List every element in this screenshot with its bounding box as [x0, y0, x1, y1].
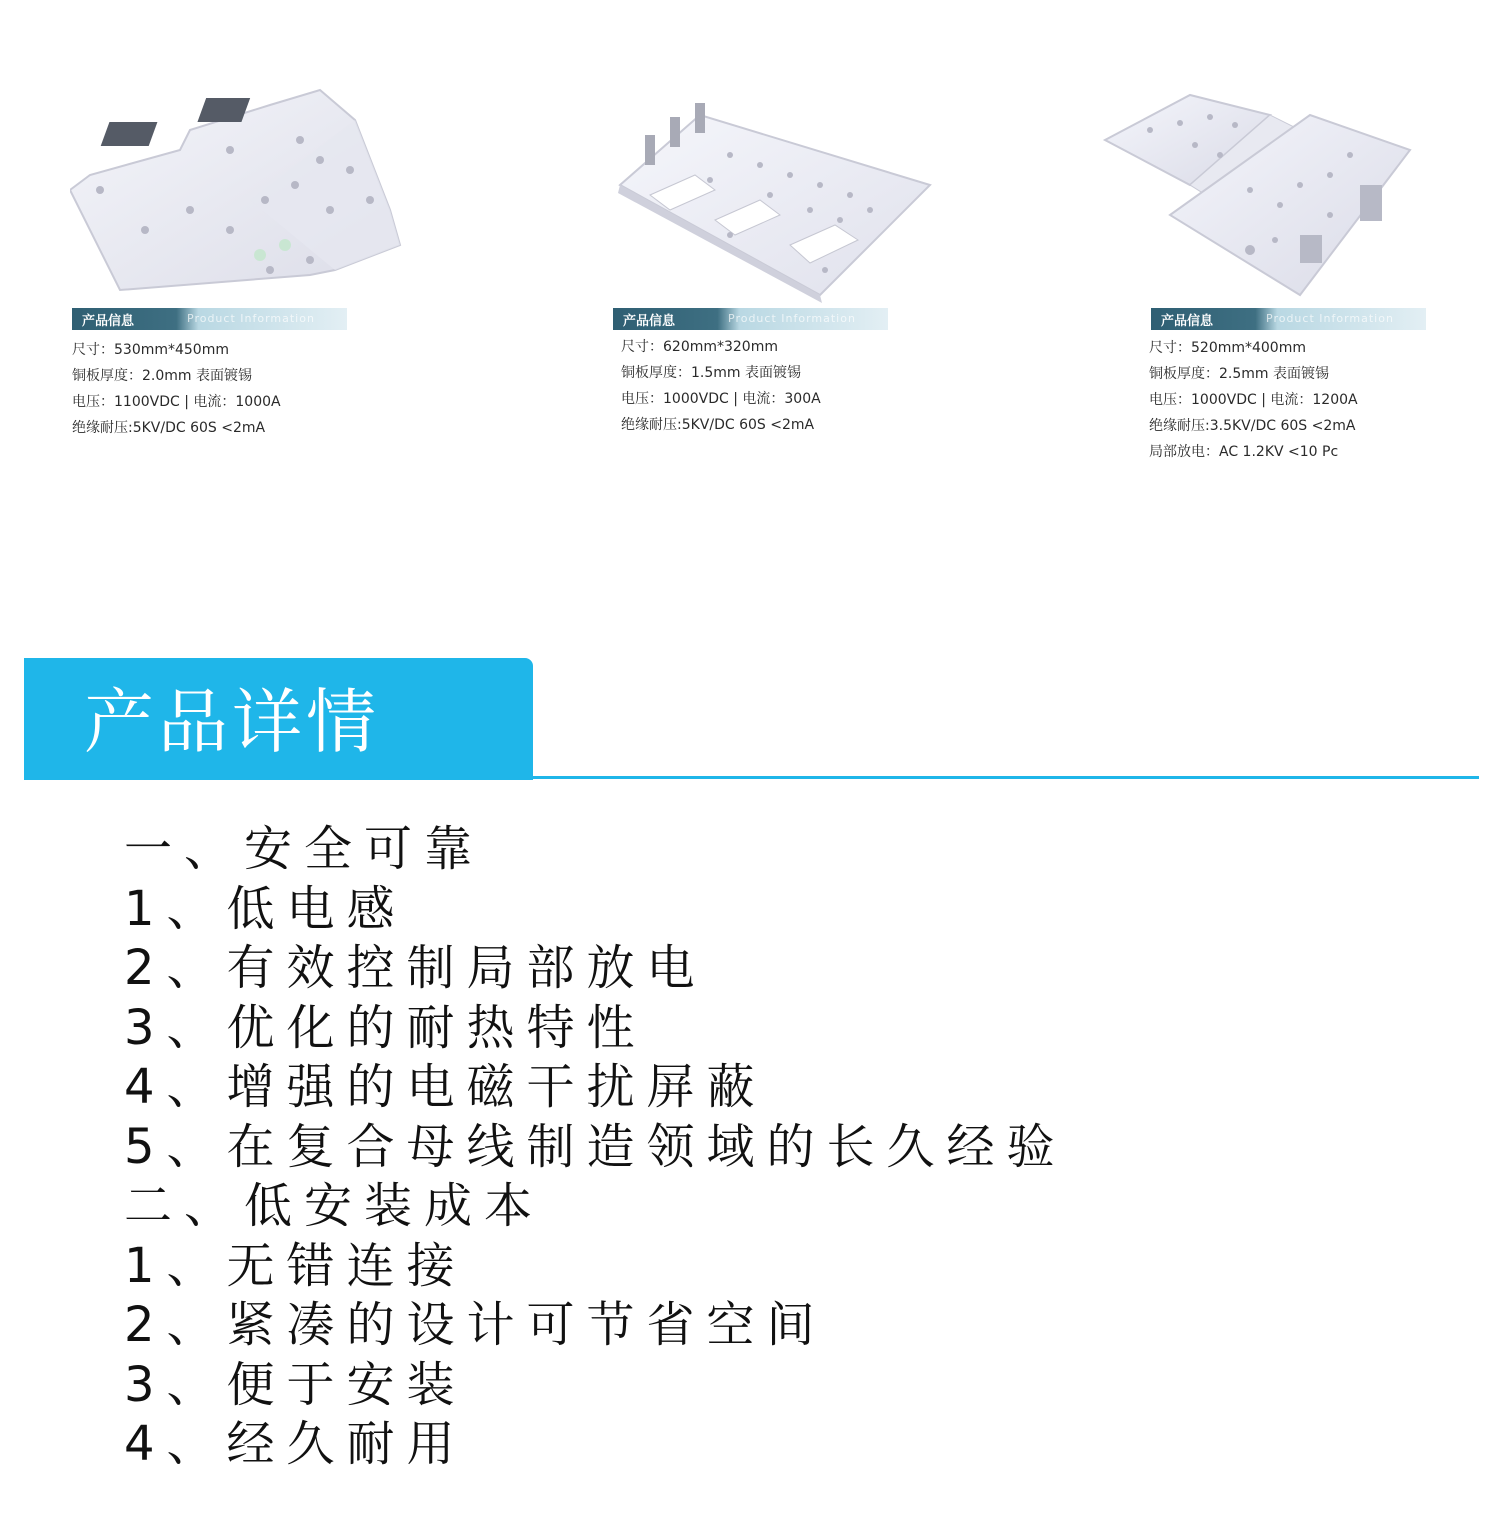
- spec-partial-discharge: 局部放电：AC 1.2KV <10 Pc: [1149, 444, 1339, 460]
- details-item: 3、优化的耐热特性: [124, 999, 647, 1056]
- banner-label-cn: 产品信息: [1161, 314, 1214, 329]
- details-item: 4、增强的电磁干扰屏蔽: [124, 1059, 767, 1115]
- banner-label-en: Product Information: [1266, 312, 1394, 325]
- spec-size: 尺寸：520mm*400mm: [1149, 340, 1306, 356]
- section-header-tab: [24, 658, 533, 780]
- spec-thickness: 铜板厚度：1.5mm 表面镀锡: [621, 365, 801, 381]
- details-item: 4、经久耐用: [124, 1416, 467, 1472]
- product-specs-2: [621, 334, 821, 438]
- product-info-banner-1: [72, 308, 347, 330]
- details-item: 1、低电感: [124, 880, 407, 937]
- product-photo-3: [1100, 5, 1500, 305]
- spec-voltage-current: 电压：1000VDC | 电流：1200A: [1149, 392, 1358, 408]
- spec-insulation: 绝缘耐压:5KV/DC 60S <2mA: [621, 417, 815, 433]
- product-specs-1: [72, 337, 281, 441]
- spec-voltage-current: 电压：1100VDC | 电流：1000A: [72, 394, 281, 410]
- details-heading-safety: 一、安全可靠: [124, 821, 485, 877]
- product-details-list: [124, 820, 1067, 1475]
- spec-voltage-current: 电压：1000VDC | 电流：300A: [621, 391, 821, 407]
- section-title: 产品详情: [84, 681, 380, 763]
- spec-size: 尺寸：620mm*320mm: [621, 339, 778, 355]
- details-item: 2、紧凑的设计可节省空间: [124, 1297, 827, 1353]
- spec-insulation: 绝缘耐压:3.5KV/DC 60S <2mA: [1149, 418, 1356, 434]
- spec-size: 尺寸：530mm*450mm: [72, 342, 229, 358]
- spec-thickness: 铜板厚度：2.5mm 表面镀锡: [1149, 366, 1329, 382]
- spec-insulation: 绝缘耐压:5KV/DC 60S <2mA: [72, 420, 266, 436]
- banner-label-cn: 产品信息: [82, 314, 135, 329]
- product-info-banner-2: [613, 308, 888, 330]
- product-specs-3: [1149, 335, 1358, 465]
- spec-thickness: 铜板厚度：2.0mm 表面镀锡: [72, 368, 252, 384]
- product-info-banner-3: [1151, 308, 1426, 330]
- product-photo-2: [610, 5, 1030, 305]
- details-item: 3、便于安装: [124, 1356, 467, 1413]
- section-divider: [24, 776, 1479, 779]
- details-item: 5、在复合母线制造领域的长久经验: [124, 1118, 1067, 1175]
- details-item: 2、有效控制局部放电: [124, 940, 707, 996]
- banner-label-en: Product Information: [187, 312, 315, 325]
- details-heading-cost: 二、低安装成本: [124, 1178, 545, 1234]
- details-item: 1、无错连接: [124, 1237, 467, 1294]
- banner-label-en: Product Information: [728, 312, 856, 325]
- banner-label-cn: 产品信息: [623, 314, 676, 329]
